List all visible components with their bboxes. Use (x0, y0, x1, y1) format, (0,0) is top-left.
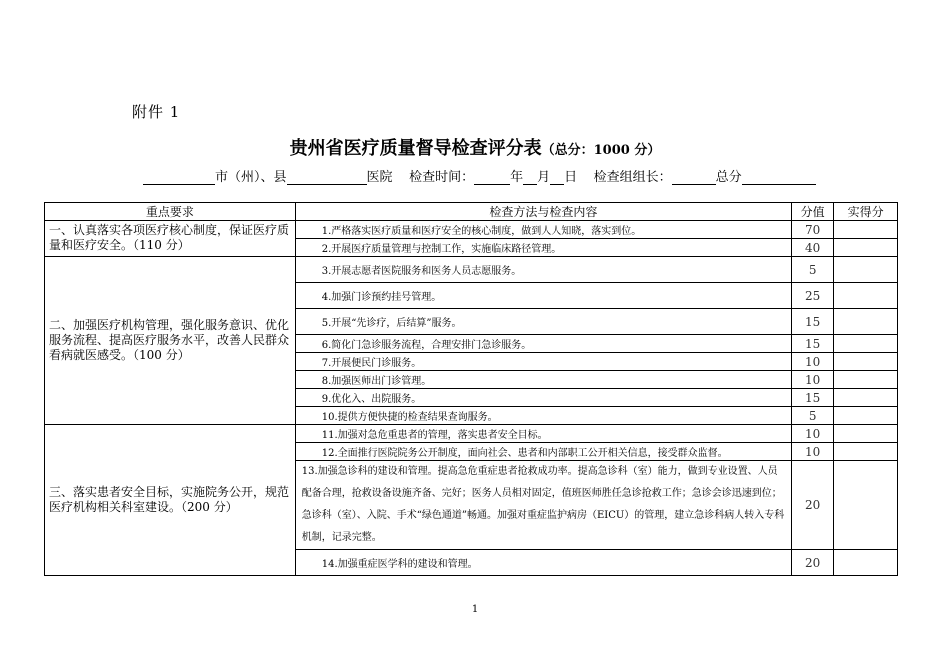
page-number: 1 (471, 604, 479, 615)
content-cell: 4.加强门诊预约挂号管理。 (295, 283, 791, 309)
leader-blank (672, 170, 716, 185)
actual-score-cell[interactable] (834, 353, 898, 371)
actual-score-cell[interactable] (834, 461, 898, 550)
header-score: 分值 (792, 203, 834, 221)
title-row (0, 134, 950, 160)
score-cell: 5 (792, 407, 834, 425)
title-total: （总分：1000 分） (541, 143, 661, 158)
table-row (45, 257, 898, 283)
score-cell: 40 (792, 239, 834, 257)
content-cell: 9.优化入、出院服务。 (295, 389, 791, 407)
score-cell: 15 (792, 389, 834, 407)
content-cell: 5.开展“先诊疗，后结算”服务。 (295, 309, 791, 335)
score-cell: 10 (792, 353, 834, 371)
content-cell: 12.全面推行医院院务公开制度，面向社会、患者和内部职工公开相关信息，接受群众监督。 (295, 443, 791, 461)
table-header-row (45, 203, 898, 221)
month-blank (523, 170, 537, 185)
content-cell: 2.开展医疗质量管理与控制工作，实施临床路径管理。 (295, 239, 791, 257)
info-row (143, 166, 816, 185)
content-cell: 3.开展志愿者医院服务和医务人员志愿服务。 (295, 257, 791, 283)
county-blank (287, 170, 367, 185)
day-label: 日 (564, 170, 578, 185)
content-cell: 14.加强重症医学科的建设和管理。 (295, 550, 791, 576)
header-method-content: 检查方法与检查内容 (295, 203, 791, 221)
attachment-label: 附件 1 (132, 103, 181, 121)
score-cell: 25 (792, 283, 834, 309)
actual-score-cell[interactable] (834, 371, 898, 389)
score-cell: 5 (792, 257, 834, 283)
total-blank (742, 170, 816, 185)
category-cell: 三、落实患者安全目标，实施院务公开，规范医疗机构相关科室建设。（200 分） (45, 425, 296, 576)
score-cell: 20 (792, 461, 834, 550)
actual-score-cell[interactable] (834, 389, 898, 407)
total-label: 总分 (715, 170, 742, 185)
city-label: 市（州）、县 (215, 170, 287, 185)
category-cell: 一、认真落实各项医疗核心制度，保证医疗质量和医疗安全。（110 分） (45, 221, 296, 257)
actual-score-cell[interactable] (834, 283, 898, 309)
content-cell: 13.加强急诊科的建设和管理。提高急危重症患者抢救成功率。提高急诊科（室）能力，做到专业设置、人员配备合理，抢救设备设施齐备、完好；医务人员相对固定，值班医师胜任急诊抢救工作；急诊会诊迅速到位；急诊科（室）、入院、手术“绿色通道”畅通。加强对重症监护病房（EICU）的管理，建立急诊科病人转入专科机制，记录完整。 (295, 461, 791, 550)
actual-score-cell[interactable] (834, 407, 898, 425)
actual-score-cell[interactable] (834, 335, 898, 353)
actual-score-cell[interactable] (834, 257, 898, 283)
score-cell: 70 (792, 221, 834, 239)
year-label: 年 (510, 170, 524, 185)
page-title: 贵州省医疗质量督导检查评分表 (289, 138, 542, 159)
content-cell: 6.简化门急诊服务流程，合理安排门急诊服务。 (295, 335, 791, 353)
score-cell: 15 (792, 309, 834, 335)
day-blank (550, 170, 564, 185)
score-cell: 10 (792, 443, 834, 461)
actual-score-cell[interactable] (834, 239, 898, 257)
actual-score-cell[interactable] (834, 443, 898, 461)
header-key-requirement: 重点要求 (45, 203, 296, 221)
month-label: 月 (537, 170, 551, 185)
score-table (44, 202, 898, 576)
content-cell: 8.加强医师出门诊管理。 (295, 371, 791, 389)
leader-label: 检查组组长： (593, 170, 672, 185)
score-cell: 10 (792, 425, 834, 443)
content-cell: 10.提供方便快捷的检查结果查询服务。 (295, 407, 791, 425)
actual-score-cell[interactable] (834, 550, 898, 576)
actual-score-cell[interactable] (834, 425, 898, 443)
content-cell: 11.加强对急危重患者的管理，落实患者安全目标。 (295, 425, 791, 443)
year-blank (474, 170, 510, 185)
content-cell: 7.开展便民门诊服务。 (295, 353, 791, 371)
score-cell: 10 (792, 371, 834, 389)
city-blank (143, 170, 215, 185)
header-actual-score: 实得分 (834, 203, 898, 221)
score-cell: 15 (792, 335, 834, 353)
actual-score-cell[interactable] (834, 221, 898, 239)
content-cell: 1.严格落实医疗质量和医疗安全的核心制度，做到人人知晓，落实到位。 (295, 221, 791, 239)
table-row (45, 221, 898, 239)
table-row (45, 425, 898, 443)
check-time-label: 检查时间： (409, 170, 475, 185)
score-cell: 20 (792, 550, 834, 576)
hospital-label: 医院 (366, 170, 393, 185)
actual-score-cell[interactable] (834, 309, 898, 335)
category-cell: 二、加强医疗机构管理，强化服务意识、优化服务流程、提高医疗服务水平，改善人民群众看病就医感受。（100 分） (45, 257, 296, 425)
